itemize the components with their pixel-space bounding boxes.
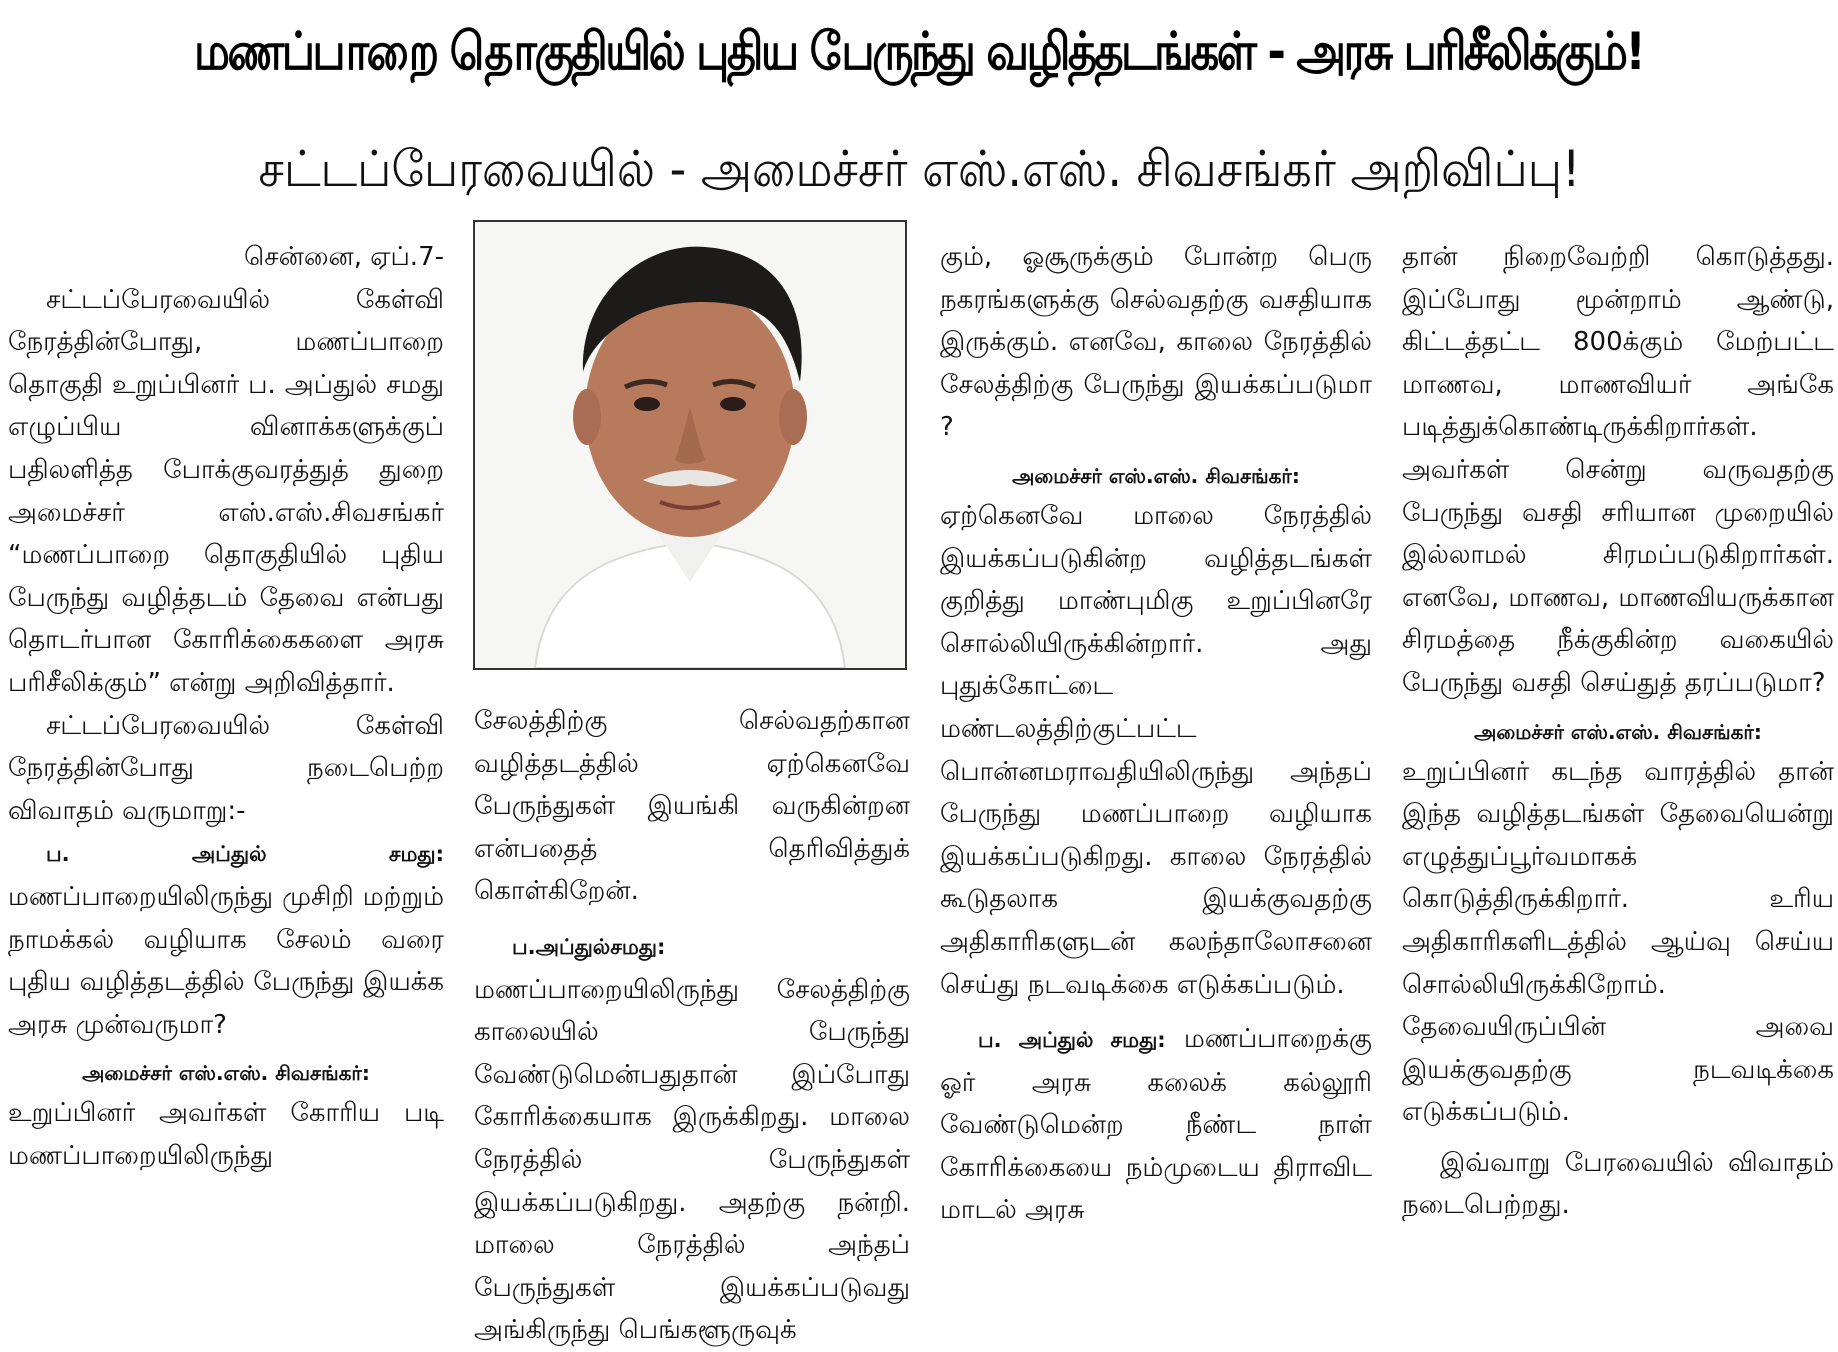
question-paragraph: [940, 1018, 1372, 1232]
speech-text: ஏற்கெனவே மாலை நேரத்தில் இயக்கப்படுகின்ற வழித்தடங்கள் குறித்து மாண்புமிகு உறுப்பினரே சொல்லியிருக்கின்றார். அது புதுக்கோட்டை மண்டலத்திற்குட்பட்ட பொன்னமராவதியிலிருந்து அந்தப் பேருந்து மணப்பாறை வழியாக இயக்கப்படுகிறது. காலை நேரத்தில் கூடுதலாக இயக்குவதற்கு அதிகாரிகளுடன் கலந்தாலோசனை செய்து நடவடிக்கை எடுக்கப்படும்.: [940, 500, 1372, 1000]
speech-text: மணப்பாறையிலிருந்து சேலத்திற்கு காலையில் பேருந்து வேண்டுமென்பதுதான் இப்போது கோரிக்கையாக இருக்கிறது. மாலை நேரத்தில் பேருந்துகள் இயக்கப்படுகிறது. அதற்கு நன்றி. மாலை நேரத்தில் அந்தப் பேருந்துகள் இயக்கப்படுவது அங்கிருந்து பெங்களூருவுக்: [474, 974, 910, 1346]
speaker-label: அமைச்சர் எஸ்.எஸ். சிவசங்கர்:: [1474, 719, 1762, 744]
speaker-label: ப. அப்துல் சமது:: [46, 842, 444, 867]
article-column-4: [1402, 236, 1834, 1227]
paragraph: தான் நிறைவேற்றி கொடுத்தது. இப்போது மூன்றாம் ஆண்டு, கிட்டத்தட்ட 800க்கும் மேற்பட்ட மாணவ, மாணவியர் அங்கே படித்துக்கொண்டிருக்கிறார்கள். அவர்கள் சென்று வருவதற்கு பேருந்து வசதி சரியான முறையில் இல்லாமல் சிரமப்படுகிறார்கள். எனவே, மாணவ, மாணவியருக்கான சிரமத்தை நீக்குகின்ற வகையில் பேருந்து வசதி செய்துத் தரப்படுமா?: [1402, 242, 1834, 698]
headline: மணப்பாறை தொகுதியில் புதிய பேருந்து வழித்தடங்கள் - அரசு பரிசீலிக்கும்!: [194, 21, 1644, 82]
paragraph: சட்டப்பேரவையில் கேள்வி நேரத்தின்போது, மணப்பாறை தொகுதி உறுப்பினர் ப. அப்துல் சமது எழுப்பிய வினாக்களுக்குப் பதிலளித்த போக்குவரத்துத் துறை அமைச்சர் எஸ்.எஸ்.சிவசங்கர் “மணப்பாறை தொகுதியில் புதிய பேருந்து வழித்தடம் தேவை என்பது தொடர்பான கோரிக்கைகளை அரசு பரிசீலிக்கும்” என்று அறிவித்தார்.: [8, 284, 444, 698]
speaker-label: அமைச்சர் எஸ்.எஸ். சிவசங்கர்:: [82, 1061, 370, 1086]
dateline: சென்னை, ஏப்.7-: [244, 242, 444, 272]
paragraph: சேலத்திற்கு செல்வதற்கான வழித்தடத்தில் ஏற்கெனவே பேருந்துகள் இயங்கி வருகின்றன என்பதைத் தெரிவித்துக் கொள்கிறேன்.: [474, 706, 910, 907]
paragraph: சட்டப்பேரவையில் கேள்வி நேரத்தின்போது நடைபெற்ற விவாதம் வருமாறு:-: [8, 710, 444, 826]
headline-bar: [0, 0, 1838, 110]
portrait-icon: [475, 222, 905, 668]
question-paragraph: [8, 832, 444, 1046]
closing-paragraph: இவ்வாறு பேரவையில் விவாதம் நடைபெற்றது.: [1402, 1147, 1834, 1221]
speech-text: மணப்பாறையிலிருந்து முசிறி மற்றும் நாமக்கல் வழியாக சேலம் வரை புதிய வழித்தடத்தில் பேருந்து இயக்க அரசு முன்வருமா?: [8, 881, 444, 1040]
speaker-label: ப. அப்துல் சமது:: [978, 1028, 1166, 1053]
article-column-1: [8, 236, 444, 1177]
subheadline-bar: [0, 132, 1838, 212]
article-column-2: [474, 700, 910, 1352]
question-paragraph: [474, 925, 910, 1352]
speaker-label: ப.அப்துல்சமது:: [512, 934, 666, 959]
subheadline: சட்டப்பேரவையில் - அமைச்சர் எஸ்.எஸ். சிவசங்கர் அறிவிப்பு!: [258, 139, 1580, 198]
speech-text: மணப்பாறைக்கு ஓர் அரசு கலைக் கல்லூரி வேண்டுமென்ற நீண்ட நாள் கோரிக்கையை நம்முடைய திராவிட மாடல் அரசு: [940, 1024, 1372, 1226]
speaker-label: அமைச்சர் எஸ்.எஸ். சிவசங்கர்:: [1012, 463, 1300, 488]
paragraph: கும், ஓசூருக்கும் போன்ற பெரு நகரங்களுக்கு செல்வதற்கு வசதியாக இருக்கும். எனவே, காலை நேரத்தில் சேலத்திற்கு பேருந்து இயக்கப்படுமா ?: [940, 242, 1372, 443]
speech-text: உறுப்பினர் அவர்கள் கோரிய படி மணப்பாறையிலிருந்து: [8, 1098, 444, 1171]
speech-text: உறுப்பினர் கடந்த வாரத்தில் தான் இந்த வழித்தடங்கள் தேவையென்று எழுத்துப்பூர்வமாகக் கொடுத்திருக்கிறார். உரிய அதிகாரிகளிடத்தில் ஆய்வு செய்ய சொல்லியிருக்கிறோம். தேவையிருப்பின் அவை இயக்குவதற்கு நடவடிக்கை எடுக்கப்படும்.: [1402, 756, 1834, 1128]
portrait-photo: [473, 220, 907, 670]
article-column-3: [940, 236, 1372, 1232]
